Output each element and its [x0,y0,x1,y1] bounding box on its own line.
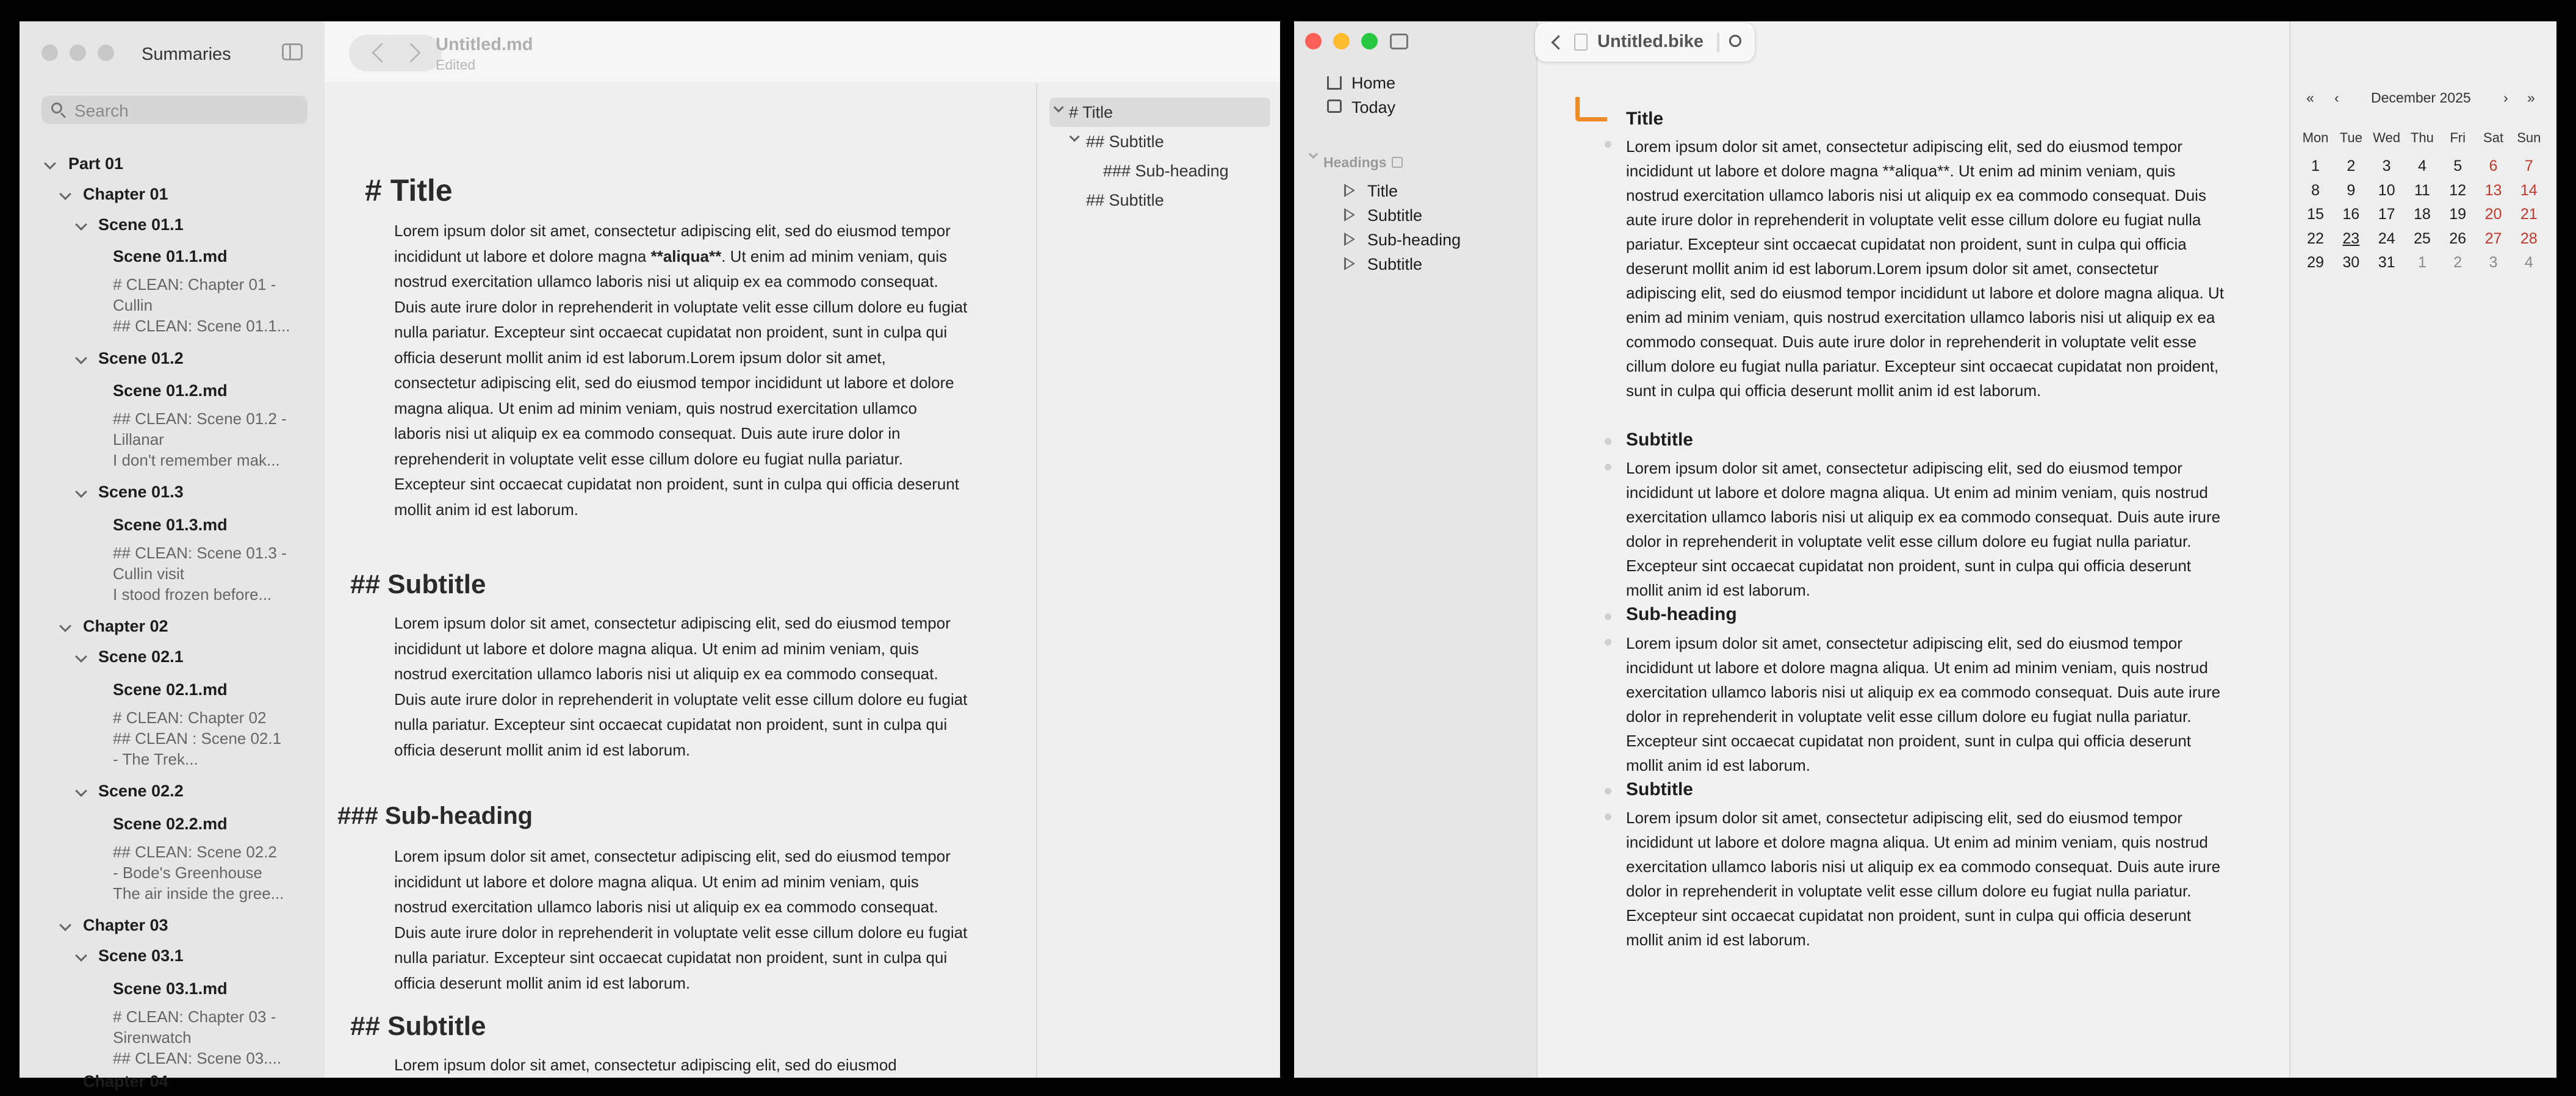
tree-file[interactable]: Scene 01.2.md [113,381,228,400]
tree-part[interactable]: Part 01 [68,154,124,173]
document-icon [1574,34,1588,51]
calendar-weekday: Thu [2410,130,2434,145]
file-summary-line: Lillanar [113,430,164,449]
calendar-day[interactable]: 17 [2378,206,2395,223]
bike-paragraph[interactable]: Lorem ipsum dolor sit amet, consectetur adipiscing elit, sed do eiusmod tempor incididunt ut labore et dolore magna aliqua. Ut enim ad minim veniam, quis nostrud exercitation ullamco laboris nisi ut aliquip ex ea commodo consequat. Duis aute irure dolor in reprehenderit in voluptate velit esse cillum dolore eu fugiat nulla pariatur. Excepteur sint occaecat cupidatat non proident, sunt in culpa qui officia deserunt mollit anim id est laborum. [1626,459,2221,599]
calendar-day[interactable]: 25 [2413,229,2431,247]
bike-heading[interactable]: Subtitle [1626,430,1693,450]
document-status: Edited [436,57,476,73]
calendar-day[interactable]: 31 [2378,254,2395,271]
bold-markdown-text: **aliqua** [650,247,722,265]
sidebar-heading-item[interactable]: Sub-heading [1367,231,1461,249]
chevron-down-icon[interactable] [75,352,87,364]
calendar-day[interactable]: 20 [2484,206,2502,223]
calendar-day[interactable]: 12 [2449,181,2467,199]
chevron-down-icon[interactable] [59,620,71,632]
sidebar-toggle-icon[interactable] [282,43,303,60]
window-controls [1305,33,1378,49]
chevron-down-icon[interactable] [75,651,87,663]
heading-h1[interactable]: # Title [365,173,453,207]
calendar-day[interactable]: 16 [2342,206,2360,223]
minimize-button[interactable] [1333,33,1350,49]
search-input[interactable] [73,101,295,121]
bullet-icon[interactable] [1605,438,1611,445]
calendar-day[interactable]: 3 [2382,157,2391,175]
paragraph[interactable] [394,218,968,522]
calendar-day[interactable]: 22 [2307,229,2324,247]
calendar-panel [2289,21,2556,1078]
navigation-buttons [349,35,442,71]
file-summary-line: Cullin [113,296,153,314]
file-summary-line: ## CLEAN: Scene 03.... [113,1049,282,1067]
calendar-day[interactable]: 27 [2484,229,2502,247]
close-button[interactable] [1305,33,1322,49]
external-link-icon[interactable] [1392,157,1403,168]
file-summary-line: # CLEAN: Chapter 02 [113,708,267,727]
sidebar-title: Summaries [142,45,231,64]
chevron-down-icon[interactable] [75,785,87,797]
search-icon[interactable] [1729,35,1741,47]
file-summary-line: ## CLEAN: Scene 02.2 [113,843,277,861]
calendar-day[interactable]: 29 [2307,254,2324,271]
play-triangle-icon [1344,208,1355,222]
chevron-down-icon[interactable] [75,486,87,498]
bike-heading[interactable]: Sub-heading [1626,604,1737,624]
outline-caret-icon [1575,97,1607,121]
tree-scene[interactable]: Scene 03.1 [98,946,184,965]
calendar-day[interactable]: 13 [2484,181,2502,199]
back-arrow-icon[interactable] [1551,35,1566,49]
calendar-first-button[interactable]: « [2306,90,2314,106]
close-button[interactable] [41,45,58,61]
sidebar-heading-item[interactable]: Subtitle [1367,206,1423,225]
sidebar-section-headings: Headings [1323,154,1387,170]
search-icon [51,103,62,114]
tree-file[interactable]: Scene 02.2.md [113,815,228,833]
toolbar-divider [1717,32,1719,52]
calendar-day[interactable]: 24 [2378,229,2395,247]
calendar-day[interactable]: 6 [2489,157,2498,175]
home-icon [1327,76,1342,90]
tree-file[interactable]: Scene 01.1.md [113,247,228,265]
calendar-weekday: Sun [2517,130,2541,145]
window-toolbar-left [1294,21,1416,62]
tree-file[interactable]: Scene 01.3.md [113,516,228,534]
heading-h2[interactable]: ## Subtitle [350,569,486,599]
calendar-day[interactable]: 10 [2378,181,2395,199]
paragraph[interactable]: Lorem ipsum dolor sit amet, consectetur adipiscing elit, sed do eiusmod tempor incididunt ut labore et dolore magna aliqua. Ut enim ad minim veniam, quis nostrud exercitation ullamco laboris nisi ut aliquip ex ea commodo consequat. Duis aute irure dolor in reprehenderit in voluptate velit esse cillum dolore eu fugiat nulla pariatur. Excepteur sint occaecat cupidatat non proident, sunt in culpa qui officia deserunt mollit anim id est laborum. [394,847,968,992]
chevron-down-icon[interactable] [75,218,87,231]
tree-file[interactable]: Scene 03.1.md [113,979,228,998]
calendar-day[interactable]: 5 [2453,157,2463,175]
chevron-down-icon[interactable] [75,950,87,962]
bike-heading[interactable]: Subtitle [1626,779,1693,799]
calendar-day[interactable]: 28 [2520,229,2538,247]
bullet-icon[interactable] [1605,639,1611,646]
bike-paragraph[interactable]: Lorem ipsum dolor sit amet, consectetur adipiscing elit, sed do eiusmod tempor incididunt ut labore et dolore magna aliqua. Ut enim ad minim veniam, quis nostrud exercitation ullamco laboris nisi ut aliquip ex ea commodo consequat. Duis aute irure dolor in reprehenderit in voluptate velit esse cillum dolore eu fugiat nulla pariatur. Excepteur sint occaecat cupidatat non proident, sunt in culpa qui officia deserunt mollit anim id est laborum. [1626,809,2221,949]
calendar-day[interactable]: 4 [2417,157,2427,175]
calendar-day[interactable]: 8 [2311,181,2320,199]
bullet-icon[interactable] [1605,464,1611,470]
outline-item[interactable]: ## Subtitle [1086,132,1164,151]
bullet-icon[interactable] [1605,613,1611,620]
file-summary-line: Sirenwatch [113,1028,192,1047]
zoom-button[interactable] [1361,33,1378,49]
file-summary-line: ## CLEAN: Scene 01.1... [113,317,290,335]
tree-chapter[interactable]: Chapter 04 [83,1072,168,1091]
chevron-down-icon[interactable] [59,188,71,200]
calendar-day[interactable]: 30 [2342,254,2360,271]
heading-h3[interactable]: ### Sub-heading [337,802,533,829]
calendar-day[interactable]: 19 [2449,206,2467,223]
calendar-day[interactable]: 23 [2342,229,2360,247]
tree-chapter[interactable]: Chapter 01 [83,185,168,203]
calendar-weekday: Wed [2373,130,2401,145]
file-summary-line: Cullin visit [113,564,185,583]
calendar-day[interactable]: 11 [2414,181,2430,199]
calendar-day[interactable]: 7 [2524,157,2533,175]
minimize-button[interactable] [70,45,86,61]
document-title: Untitled.bike [1597,32,1704,51]
calendar-day[interactable]: 4 [2524,254,2533,271]
calendar-day[interactable]: 9 [2347,181,2356,199]
calendar-day[interactable]: 14 [2520,181,2538,199]
outline-panel [1036,82,1280,1078]
tree-scene[interactable]: Scene 02.1 [98,647,184,666]
outline-item[interactable]: # Title [1069,103,1114,121]
outline-item[interactable]: ## Subtitle [1086,191,1164,209]
calendar-next-button[interactable]: › [2503,90,2508,106]
search-field[interactable] [41,96,308,124]
file-summary-line: I stood frozen before... [113,585,272,604]
sidebar-toggle-icon[interactable] [1390,34,1408,49]
play-triangle-icon [1344,184,1355,197]
calendar-weekday: Fri [2450,130,2466,145]
file-summary-line: # CLEAN: Chapter 01 - [113,275,276,294]
calendar-day[interactable]: 15 [2307,206,2324,223]
window-controls [41,45,114,61]
sidebar-item-today[interactable]: Today [1351,98,1396,117]
tree-scene[interactable]: Scene 01.1 [98,215,184,234]
calendar-icon [1327,99,1342,113]
tree-file[interactable]: Scene 02.1.md [113,680,228,699]
bullet-icon[interactable] [1605,788,1611,795]
file-summary-line: ## CLEAN : Scene 02.1 [113,729,282,748]
heading-h2[interactable]: ## Subtitle [350,1011,486,1041]
document-title: Untitled.md [436,35,533,54]
play-triangle-icon [1344,233,1355,246]
paragraph-text: Lorem ipsum dolor sit amet, consectetur adipiscing elit, sed do eiusmod tempor incididunt ut labore et dolore magna [394,222,951,265]
play-triangle-icon [1344,257,1355,270]
calendar-day[interactable]: 3 [2489,254,2498,271]
paragraph-text: . Ut enim ad minim veniam, quis nostrud exercitation ullamco laboris nisi ut aliquip ex ea commodo consequat. Duis aute irure dolor in reprehenderit in voluptate velit esse cillum dolore eu fugiat nulla pariatur. Excepteur sint occaecat cupidatat non proident, sunt in culpa qui officia deserunt mollit anim id est laborum.Lorem ipsum dolor sit amet, consectetur adipiscing elit, sed do eiusmod tempor incididunt ut labore et dolore magna aliqua. Ut enim ad minim veniam, quis nostrud exercitation ullamco laboris nisi ut aliquip ex ea commodo consequat. Duis aute irure dolor in reprehenderit in voluptate velit esse cillum dolore eu fugiat nulla pariatur. Excepteur sint occaecat cupidatat non proident, sunt in culpa qui officia deserunt mollit anim id est laborum. [394,247,968,519]
tree-scene[interactable]: Scene 01.3 [98,483,184,501]
paragraph[interactable]: Lorem ipsum dolor sit amet, consectetur adipiscing elit, sed do eiusmod [394,1056,897,1074]
bullet-icon[interactable] [1605,141,1611,148]
tree-chapter[interactable]: Chapter 02 [83,617,168,635]
file-summary-line: ## CLEAN: Scene 01.3 - [113,544,287,562]
bike-heading[interactable]: Title [1626,109,1664,129]
calendar-day[interactable]: 2 [2347,157,2356,175]
file-summary-line: I don't remember mak... [113,451,280,469]
calendar-weekday: Tue [2339,130,2362,145]
file-summary-line: The air inside the gree... [113,884,284,903]
back-arrow-icon[interactable] [372,43,392,63]
calendar-weekday: Sat [2483,130,2504,145]
calendar-day[interactable]: 21 [2520,206,2538,223]
calendar-prev-button[interactable]: ‹ [2334,90,2339,106]
paragraph[interactable]: Lorem ipsum dolor sit amet, consectetur adipiscing elit, sed do eiusmod tempor incididunt ut labore et dolore magna aliqua. Ut enim ad minim veniam, quis nostrud exercitation ullamco laboris nisi ut aliquip ex ea commodo consequat. Duis aute irure dolor in reprehenderit in voluptate velit esse cillum dolore eu fugiat nulla pariatur. Excepteur sint occaecat cupidatat non proident, sunt in culpa qui officia deserunt mollit anim id est laborum. [394,614,968,759]
markdown-editor-window [20,21,1280,1091]
calendar-day[interactable]: 26 [2449,229,2467,247]
calendar-day[interactable]: 18 [2413,206,2431,223]
calendar-day[interactable]: 2 [2453,254,2463,271]
bike-paragraph[interactable]: Lorem ipsum dolor sit amet, consectetur adipiscing elit, sed do eiusmod tempor incididunt ut labore et dolore magna **aliqua**. Ut enim ad minim veniam, quis nostrud exercitation ullamco laboris nisi ut aliquip ex ea commodo consequat. Duis aute irure dolor in reprehenderit in voluptate velit esse cillum dolore eu fugiat nulla pariatur. Excepteur sint occaecat cupidatat non proident, sunt in culpa qui officia deserunt mollit anim id est laborum.Lorem ipsum dolor sit amet, consectetur adipiscing elit, sed do eiusmod tempor incididunt ut labore et dolore magna aliqua. Ut enim ad minim veniam, quis nostrud exercitation ullamco laboris nisi ut aliquip ex ea commodo consequat. Duis aute irure dolor in reprehenderit in voluptate velit esse cillum dolore eu fugiat nulla pariatur. Excepteur sint occaecat cupidatat non proident, sunt in culpa qui officia deserunt mollit anim id est laborum. [1626,137,2224,400]
tree-scene[interactable]: Scene 01.2 [98,349,184,367]
file-summary-line: - Bode's Greenhouse [113,863,262,882]
calendar-day[interactable]: 1 [2417,254,2427,271]
file-summary-line: # CLEAN: Chapter 03 - [113,1008,276,1026]
outline-item[interactable]: ### Sub-heading [1103,162,1229,180]
calendar-day[interactable]: 1 [2311,157,2320,175]
tree-scene[interactable]: Scene 02.2 [98,782,184,800]
zoom-button[interactable] [98,45,114,61]
chevron-down-icon[interactable] [44,157,56,170]
bike-paragraph[interactable]: Lorem ipsum dolor sit amet, consectetur adipiscing elit, sed do eiusmod tempor incididunt ut labore et dolore magna aliqua. Ut enim ad minim veniam, quis nostrud exercitation ullamco laboris nisi ut aliquip ex ea commodo consequat. Duis aute irure dolor in reprehenderit in voluptate velit esse cillum dolore eu fugiat nulla pariatur. Excepteur sint occaecat cupidatat non proident, sunt in culpa qui officia deserunt mollit anim id est laborum. [1626,634,2221,774]
bike-sidebar [1294,21,1536,1078]
document-toolbar [1535,23,1755,62]
file-summary-line: - The Trek... [113,750,198,768]
file-summary-line: ## CLEAN: Scene 01.2 - [113,409,287,428]
sidebar-heading-item[interactable]: Title [1367,182,1398,200]
sidebar-heading-item[interactable]: Subtitle [1367,255,1423,273]
calendar-weekday: Mon [2302,130,2329,145]
sidebar-item-home[interactable]: Home [1351,74,1396,92]
calendar-last-button[interactable]: » [2527,90,2535,106]
calendar-month-label: December 2025 [2371,90,2471,106]
summaries-sidebar [20,21,325,1091]
tree-chapter[interactable]: Chapter 03 [83,916,168,934]
forward-arrow-icon[interactable] [401,43,421,63]
chevron-down-icon[interactable] [59,919,71,931]
bullet-icon[interactable] [1605,813,1611,820]
